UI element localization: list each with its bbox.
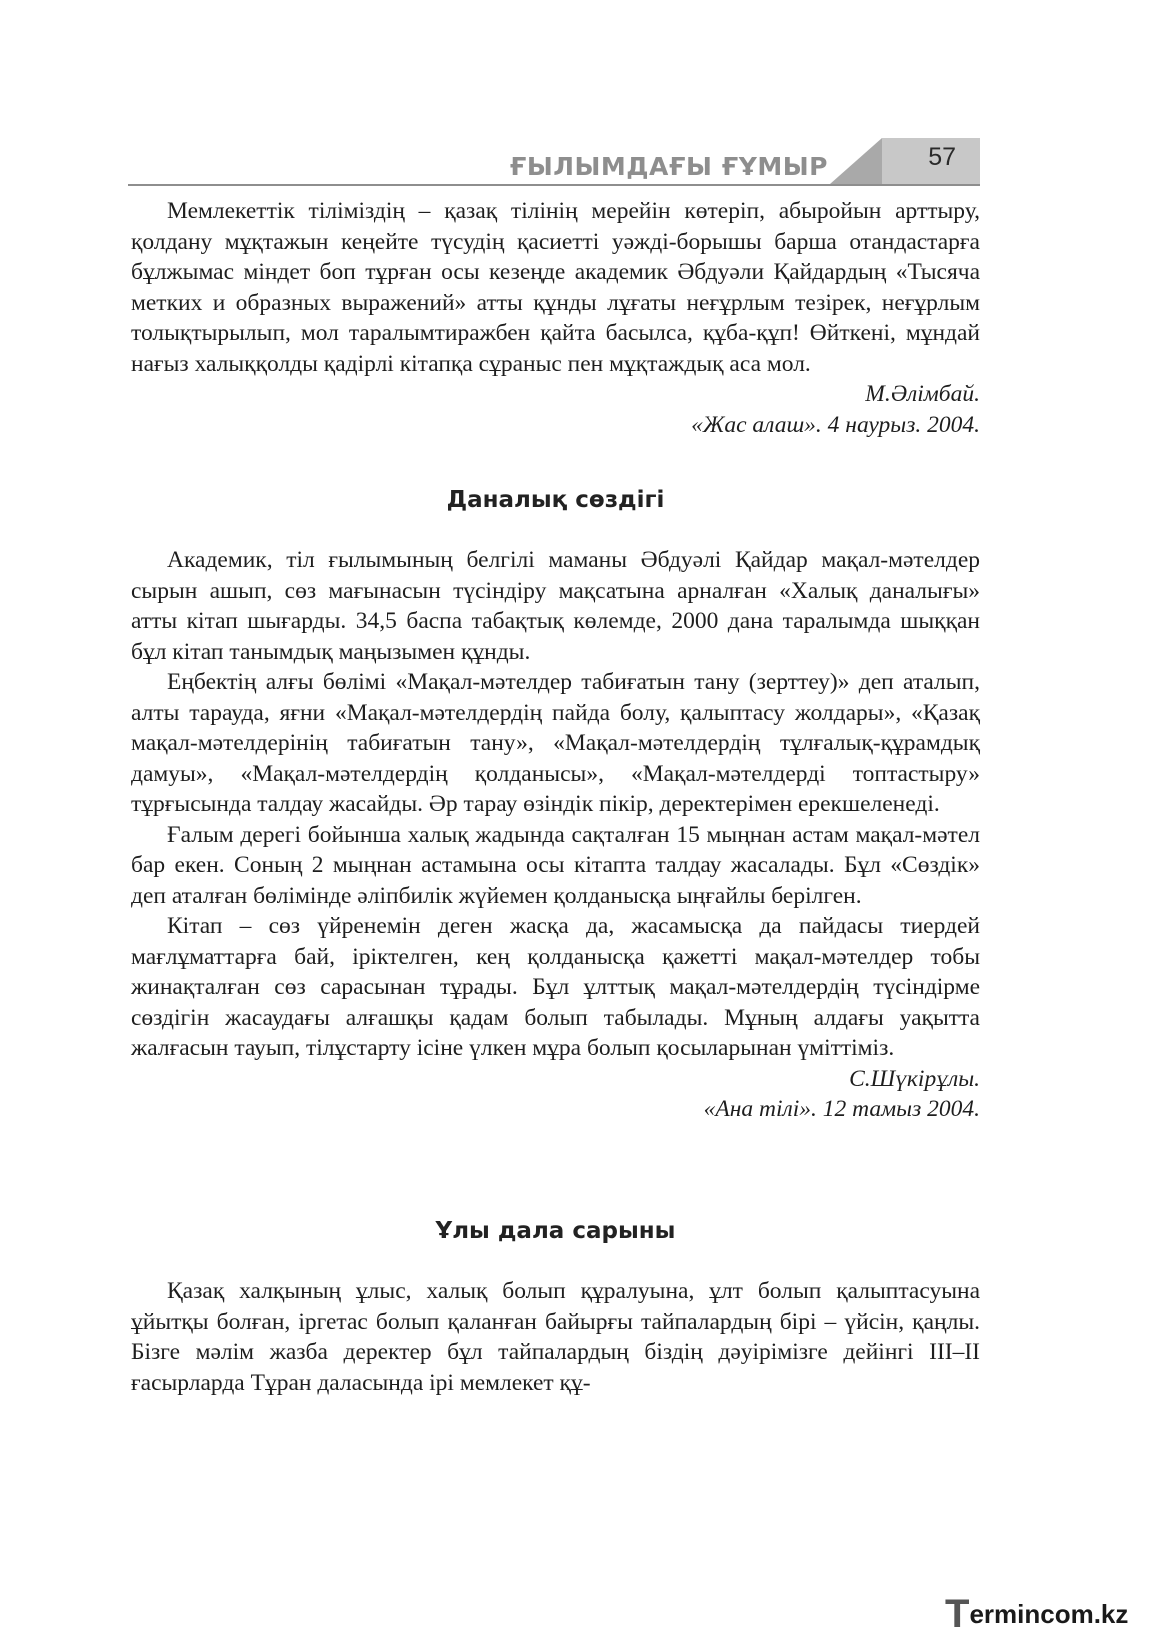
section-heading-steppe: Ұлы дала сарыны bbox=[435, 1218, 676, 1244]
intro-paragraph: Мемлекеттік тіліміздің – қазақ тілінің мерейін көтеріп, абыройын арттыру, қолдану мұқтажын кеңейте түсудің қасиетті уәжді-борышы барша отандастарға бұлжымас міндет боп тұрған осы кезеңде академик Әбдуәли Қайдардың «Тысяча метких и образных выражений» атты құнды лұғаты неғұрлым тезірек, неғұрлым толықтырылып, мол таралымтиражбен қайта басылса, құба-құп! Өйткені, мұндай нағыз халыққолды қадірлі кітапқа сұраныс пен мұқтаждық аса мол. bbox=[131, 198, 980, 377]
termincom-watermark-logo: Termincom.kz bbox=[945, 1592, 1129, 1636]
page-number-tab bbox=[882, 138, 980, 184]
paragraph: Еңбектің алғы бөлімі «Мақал-мәтелдер табиғатын тану (зерттеу)» деп аталып, алты тарауда, яғни «Мақал-мәтелдердің пайда болу, қалыптасу жолдары», «Қазақ мақал-мәтелдерінің табиғатын тану», «Мақал-мәтелдердің тұлғалық-құрамдық дамуы», «Мақал-мәтелдердің қолданысы», «Мақал-мәтелдерді топтастыру» тұрғысында талдау жасайды. Әр тарау өзіндік пікір, деректерімен ерекшеленеді. bbox=[131, 669, 980, 817]
intro-block bbox=[131, 196, 980, 440]
intro-source: «Жас алаш». 4 наурыз. 2004. bbox=[691, 411, 980, 438]
section-steppe-body bbox=[131, 1276, 980, 1398]
paragraph: Кітап – сөз үйренемін деген жасқа да, жасамысқа да пайдасы тиердей мағлұматтарға бай, іріктелген, кең қолданысқа қажетті мақал-мәтелдер тобы жинақталған сөз сарасынан тұрады. Бұл ұлттық мақал-мәтелдердің түсіндірме сөздігін жасаудағы алғашқы қадам болып табылады. Мұның алдағы уақытта жалғасын тауып, тілұстарту ісіне үлкен мұра болып қосыларынан үміттіміз. bbox=[131, 913, 980, 1061]
intro-author: М.Әлімбай. bbox=[865, 381, 980, 407]
section-source: «Ана тілі». 12 тамыз 2004. bbox=[703, 1096, 980, 1122]
page-number: 57 bbox=[928, 143, 956, 171]
header-wedge-decoration bbox=[830, 138, 882, 184]
section-heading-dictionary: Даналық сөздігі bbox=[446, 487, 665, 513]
section-author: С.Шүкірұлы. bbox=[849, 1065, 980, 1092]
paragraph: Қазақ халқының ұлыс, халық болып құралуына, ұлт болып қалыптасуына ұйытқы болған, іргетас болып қаланған байырғы тайпалардың бірі – үйсін, қаңлы. Бізге мәлім жазба деректер бұл тайпалардың біздің дәуірімізге дейінгі III–II ғасырларда Тұран даласында ірі мемлекет құ- bbox=[131, 1278, 980, 1396]
section-dictionary-body bbox=[131, 545, 980, 1125]
header-rule bbox=[128, 184, 980, 186]
running-header bbox=[128, 138, 980, 188]
paragraph: Академик, тіл ғылымының белгілі маманы Әбдуәлі Қайдар мақал-мәтелдер сырын ашып, сөз мағынасын түсіндіру мақсатына арналған «Халық даналығы» атты кітап шығарды. 34,5 баспа табақтық көлемде, 2000 дана таралымда шыққан бұл кітап танымдық маңызымен құнды. bbox=[131, 547, 980, 665]
paragraph: Ғалым дерегі бойынша халық жадында сақталған 15 мыңнан астам мақал-мәтел бар екен. Соның 2 мыңнан астамына осы кітапта талдау жасалады. Бұл «Сөздік» деп аталған бөлімінде әліпбилік жүйемен қолданысқа ыңғайлы берілген. bbox=[131, 821, 980, 909]
running-header-title: ҒЫЛЫМДАҒЫ ҒҰМЫР bbox=[509, 152, 828, 181]
